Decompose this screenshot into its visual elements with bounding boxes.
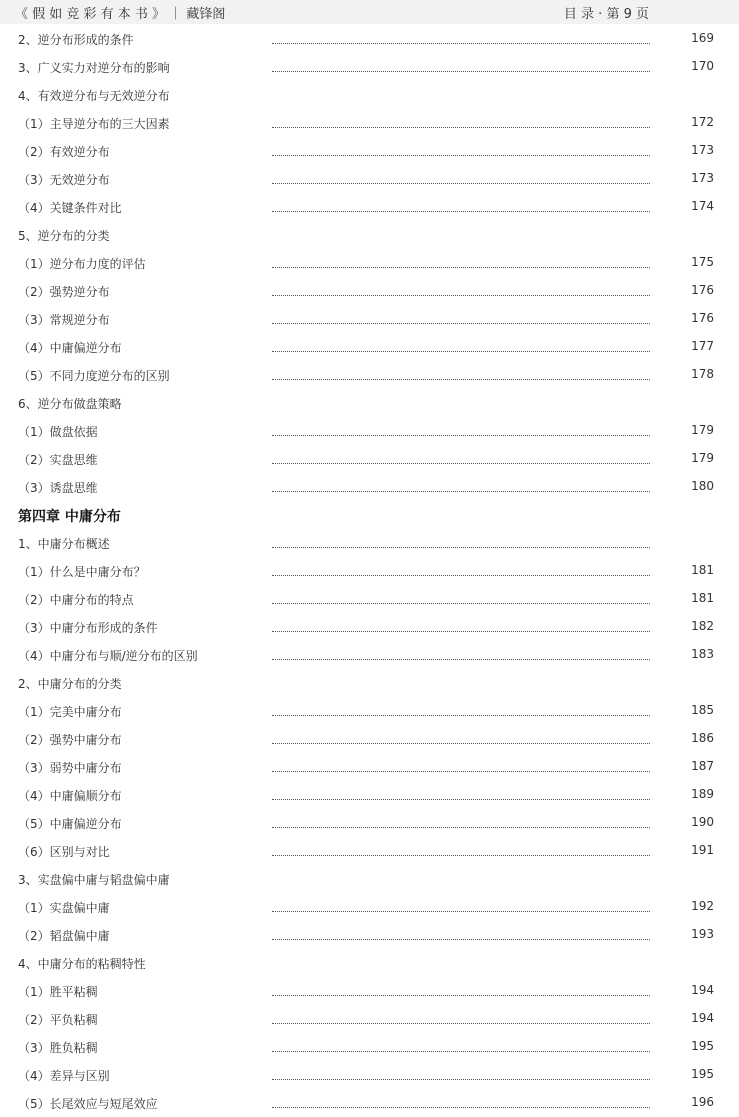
toc-entry[interactable]	[0, 557, 739, 585]
toc-entry-title: （2）强势中庸分布	[18, 733, 122, 747]
dot-leader	[272, 715, 650, 716]
page-label: 目 录 · 第 9 页	[563, 7, 649, 22]
dot-leader	[272, 267, 650, 268]
toc-entry-title: （4）关键条件对比	[18, 201, 122, 215]
toc-entry[interactable]	[0, 781, 739, 809]
toc-entry[interactable]	[0, 613, 739, 641]
toc-entry-title: （4）差异与区别	[18, 1069, 110, 1083]
book-title: 《 假 如 竞 彩 有 本 书 》 ｜ 藏锋阁	[15, 7, 226, 22]
dot-leader	[272, 1079, 650, 1080]
toc-entry-page-number: 187	[691, 759, 714, 773]
toc-entry-title: 3、广义实力对逆分布的影响	[18, 61, 170, 75]
toc-entry[interactable]	[0, 109, 739, 137]
toc-entry[interactable]	[0, 389, 739, 417]
toc-entry-title: （1）什么是中庸分布？	[18, 565, 146, 579]
toc-entry-title: 3、实盘偏中庸与韬盘偏中庸	[18, 873, 170, 887]
dot-leader	[272, 295, 650, 296]
toc-entry[interactable]	[0, 949, 739, 977]
dot-leader	[272, 463, 650, 464]
page-header	[0, 0, 739, 24]
dot-leader	[272, 323, 650, 324]
toc-entry[interactable]	[0, 193, 739, 221]
dot-leader	[272, 827, 650, 828]
toc-entry-page-number: 179	[691, 423, 714, 437]
toc-entry-title: 4、中庸分布的粘稠特性	[18, 957, 146, 971]
toc-entry[interactable]	[0, 921, 739, 949]
toc-entry-title: （1）逆分布力度的评估	[18, 257, 146, 271]
dot-leader	[272, 155, 650, 156]
toc-entry-page-number: 190	[691, 815, 714, 829]
dot-leader	[272, 659, 650, 660]
toc-entry[interactable]	[0, 1089, 739, 1117]
toc-entry[interactable]	[0, 725, 739, 753]
table-of-contents	[0, 25, 739, 1117]
toc-entry-page-number: 178	[691, 367, 714, 381]
toc-entry-title: 第四章 中庸分布	[18, 509, 121, 525]
toc-entry-title: （5）长尾效应与短尾效应	[18, 1097, 158, 1111]
toc-entry[interactable]	[0, 893, 739, 921]
toc-entry-title: （4）中庸偏逆分布	[18, 341, 122, 355]
toc-entry[interactable]	[0, 473, 739, 501]
dot-leader	[272, 799, 650, 800]
toc-entry-page-number: 174	[691, 199, 714, 213]
toc-entry-page-number: 192	[691, 899, 714, 913]
toc-entry[interactable]	[0, 445, 739, 473]
toc-entry[interactable]	[0, 165, 739, 193]
toc-entry-page-number: 170	[691, 59, 714, 73]
toc-entry[interactable]	[0, 1061, 739, 1089]
toc-entry[interactable]	[0, 137, 739, 165]
dot-leader	[272, 939, 650, 940]
toc-entry-title: （1）主导逆分布的三大因素	[18, 117, 170, 131]
toc-entry[interactable]	[0, 53, 739, 81]
toc-entry[interactable]	[0, 865, 739, 893]
toc-entry-title: （3）无效逆分布	[18, 173, 110, 187]
toc-chapter-heading[interactable]	[0, 501, 739, 529]
toc-entry-page-number: 194	[691, 983, 714, 997]
dot-leader	[272, 71, 650, 72]
toc-entry-page-number: 195	[691, 1067, 714, 1081]
toc-entry-page-number: 175	[691, 255, 714, 269]
dot-leader	[272, 631, 650, 632]
toc-entry[interactable]	[0, 585, 739, 613]
toc-entry-title: （3）弱势中庸分布	[18, 761, 122, 775]
dot-leader	[272, 995, 650, 996]
toc-entry-page-number: 173	[691, 171, 714, 185]
toc-entry-page-number: 179	[691, 451, 714, 465]
toc-entry-title: （1）做盘依据	[18, 425, 98, 439]
toc-entry-page-number: 173	[691, 143, 714, 157]
toc-entry[interactable]	[0, 333, 739, 361]
toc-entry-page-number: 180	[691, 479, 714, 493]
toc-entry[interactable]	[0, 809, 739, 837]
toc-entry-page-number: 194	[691, 1011, 714, 1025]
toc-entry[interactable]	[0, 977, 739, 1005]
toc-entry-title: （2）强势逆分布	[18, 285, 110, 299]
toc-entry[interactable]	[0, 221, 739, 249]
dot-leader	[272, 43, 650, 44]
dot-leader	[272, 1051, 650, 1052]
toc-entry[interactable]	[0, 529, 739, 557]
toc-entry-title: （5）不同力度逆分布的区别	[18, 369, 170, 383]
toc-entry[interactable]	[0, 1033, 739, 1061]
toc-entry[interactable]	[0, 305, 739, 333]
toc-entry[interactable]	[0, 417, 739, 445]
toc-entry[interactable]	[0, 669, 739, 697]
toc-entry[interactable]	[0, 25, 739, 53]
dot-leader	[272, 379, 650, 380]
dot-leader	[272, 855, 650, 856]
toc-entry-title: 5、逆分布的分类	[18, 229, 110, 243]
dot-leader	[272, 127, 650, 128]
toc-entry[interactable]	[0, 81, 739, 109]
toc-entry-page-number: 189	[691, 787, 714, 801]
toc-entry-page-number: 186	[691, 731, 714, 745]
toc-entry-title: （3）常规逆分布	[18, 313, 110, 327]
toc-entry[interactable]	[0, 361, 739, 389]
dot-leader	[272, 771, 650, 772]
toc-entry-title: （1）胜平粘稠	[18, 985, 98, 999]
toc-entry-page-number: 177	[691, 339, 714, 353]
toc-entry-title: 6、逆分布做盘策略	[18, 397, 122, 411]
toc-entry-page-number: 183	[691, 647, 714, 661]
toc-entry[interactable]	[0, 753, 739, 781]
toc-entry-title: 2、逆分布形成的条件	[18, 33, 134, 47]
dot-leader	[272, 491, 650, 492]
toc-entry-title: （6）区别与对比	[18, 845, 110, 859]
toc-entry-page-number: 181	[691, 591, 714, 605]
toc-entry-page-number: 191	[691, 843, 714, 857]
toc-entry-title: （4）中庸偏顺分布	[18, 789, 122, 803]
toc-entry-title: 4、有效逆分布与无效逆分布	[18, 89, 170, 103]
toc-entry-title: （2）有效逆分布	[18, 145, 110, 159]
toc-entry-title: （5）中庸偏逆分布	[18, 817, 122, 831]
toc-entry[interactable]	[0, 277, 739, 305]
toc-entry-page-number: 193	[691, 927, 714, 941]
dot-leader	[272, 911, 650, 912]
toc-entry-title: （3）胜负粘稠	[18, 1041, 98, 1055]
toc-entry-page-number: 195	[691, 1039, 714, 1053]
toc-entry-title: （4）中庸分布与顺/逆分布的区别	[18, 649, 198, 663]
dot-leader	[272, 743, 650, 744]
dot-leader	[272, 603, 650, 604]
toc-entry-title: 1、中庸分布概述	[18, 537, 110, 551]
dot-leader	[272, 211, 650, 212]
toc-entry-page-number: 185	[691, 703, 714, 717]
toc-entry-title: 2、中庸分布的分类	[18, 677, 122, 691]
dot-leader	[272, 575, 650, 576]
toc-entry[interactable]	[0, 1005, 739, 1033]
toc-entry-page-number: 181	[691, 563, 714, 577]
toc-entry[interactable]	[0, 249, 739, 277]
toc-entry-title: （1）完美中庸分布	[18, 705, 122, 719]
toc-entry-page-number: 176	[691, 311, 714, 325]
toc-entry-title: （2）实盘思维	[18, 453, 98, 467]
dot-leader	[272, 183, 650, 184]
toc-entry-page-number: 169	[691, 31, 714, 45]
toc-entry-page-number: 176	[691, 283, 714, 297]
toc-entry-title: （3）诱盘思维	[18, 481, 98, 495]
toc-entry-title: （3）中庸分布形成的条件	[18, 621, 158, 635]
dot-leader	[272, 351, 650, 352]
dot-leader	[272, 547, 650, 548]
dot-leader	[272, 1023, 650, 1024]
dot-leader	[272, 1107, 650, 1108]
toc-entry-page-number: 172	[691, 115, 714, 129]
toc-entry-page-number: 196	[691, 1095, 714, 1109]
toc-entry-page-number: 182	[691, 619, 714, 633]
toc-entry[interactable]	[0, 697, 739, 725]
toc-entry-title: （2）平负粘稠	[18, 1013, 98, 1027]
toc-entry[interactable]	[0, 641, 739, 669]
toc-entry[interactable]	[0, 837, 739, 865]
dot-leader	[272, 435, 650, 436]
toc-entry-title: （2）韬盘偏中庸	[18, 929, 110, 943]
toc-entry-title: （1）实盘偏中庸	[18, 901, 110, 915]
toc-entry-title: （2）中庸分布的特点	[18, 593, 134, 607]
